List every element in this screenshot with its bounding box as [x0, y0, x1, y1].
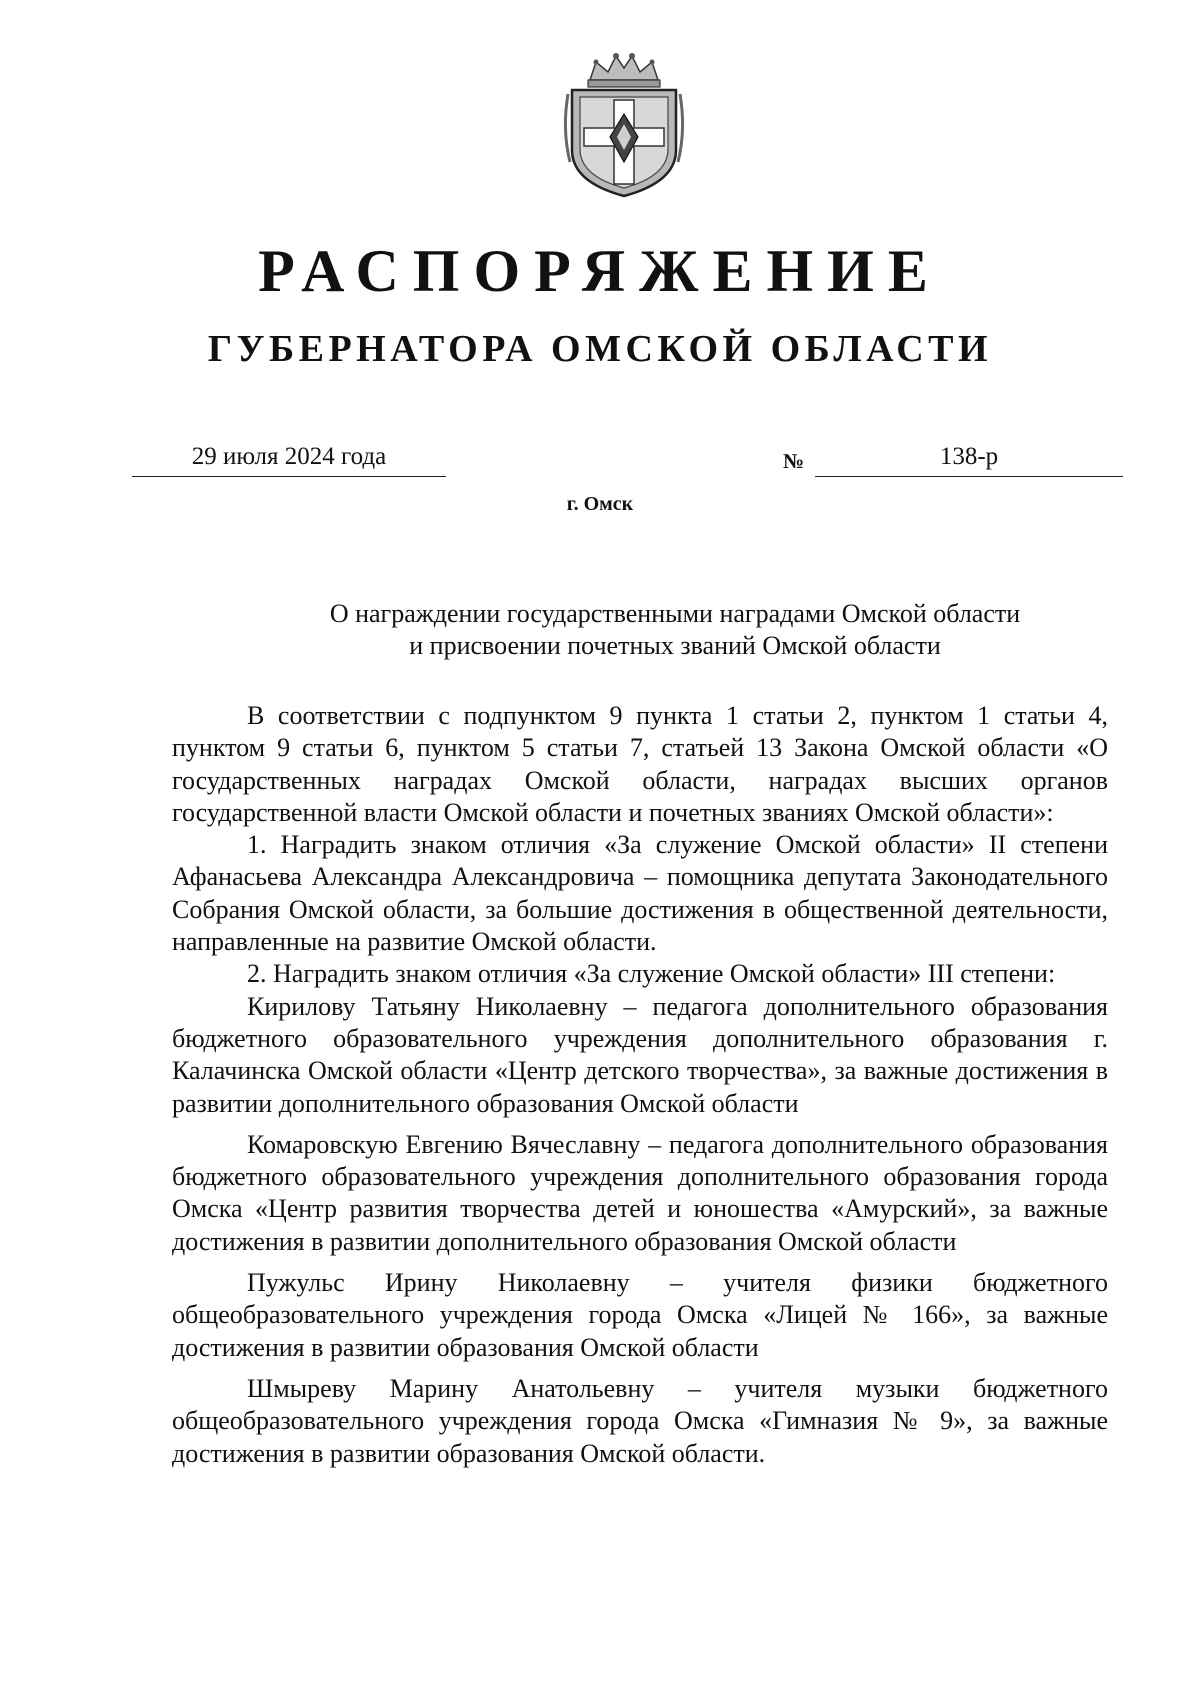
awardee-paragraph: Комаровскую Евгению Вячеславну – педагога дополнительного образования бюджетного образовательного учреждения дополнительного образования города Омска «Центр развития творчества детей и юношества «Амурский», за важные достижения в развитии дополнительного образования Омской области — [172, 1129, 1108, 1256]
document-subject — [250, 598, 1100, 662]
document-title: РАСПОРЯЖЕНИЕ — [258, 238, 942, 304]
document-date: 29 июля 2024 года — [132, 440, 446, 477]
awardee-paragraph: Кирилову Татьяну Николаевну – педагога дополнительного образования бюджетного образовательного учреждения дополнительного образования г. Калачинска Омской области «Центр детского творчества», за важные достижения в развитии дополнительного образования Омской области — [172, 991, 1108, 1118]
document-issuer: ГУБЕРНАТОРА ОМСКОЙ ОБЛАСТИ — [207, 328, 993, 370]
item-2-heading: 2. Наградить знаком отличия «За служение Омской области» III степени: — [247, 959, 1056, 989]
number-sign: № — [783, 449, 805, 473]
document-number: 138-р — [815, 440, 1123, 477]
subject-line-1: О награждении государственными наградами Омской области — [329, 599, 1021, 628]
document-body — [172, 700, 1108, 1470]
coat-of-arms-icon — [560, 50, 688, 200]
preamble-paragraph: В соответствии с подпунктом 9 пункта 1 статьи 2, пунктом 1 статьи 4, пунктом 9 статьи 6, пунктом 5 статьи 7, статьей 13 Закона Омской области «О государственных наградах Омской области, наградах высших органов государственной власти Омской области и почетных званиях Омской области»: — [172, 701, 1108, 827]
document-city: г. Омск — [566, 493, 634, 515]
awardee-paragraph: Шмыреву Марину Анатольевну – учителя музыки бюджетного общеобразовательного учреждения города Омска «Гимназия № 9», за важные достижения в развитии образования Омской области. — [172, 1373, 1108, 1468]
awardee-paragraph: Пужульс Ирину Николаевну – учителя физики бюджетного общеобразовательного учреждения города Омска «Лицей № 166», за важные достижения в развитии образования Омской области — [172, 1268, 1108, 1362]
item-1-paragraph: 1. Наградить знаком отличия «За служение Омской области» II степени Афанасьева Александра Александровича – помощника депутата Законодательного Собрания Омской области, за большие достижения в общественной деятельности, направленные на развитие Омской области. — [172, 830, 1108, 957]
subject-line-2: и присвоении почетных званий Омской области — [409, 631, 941, 660]
